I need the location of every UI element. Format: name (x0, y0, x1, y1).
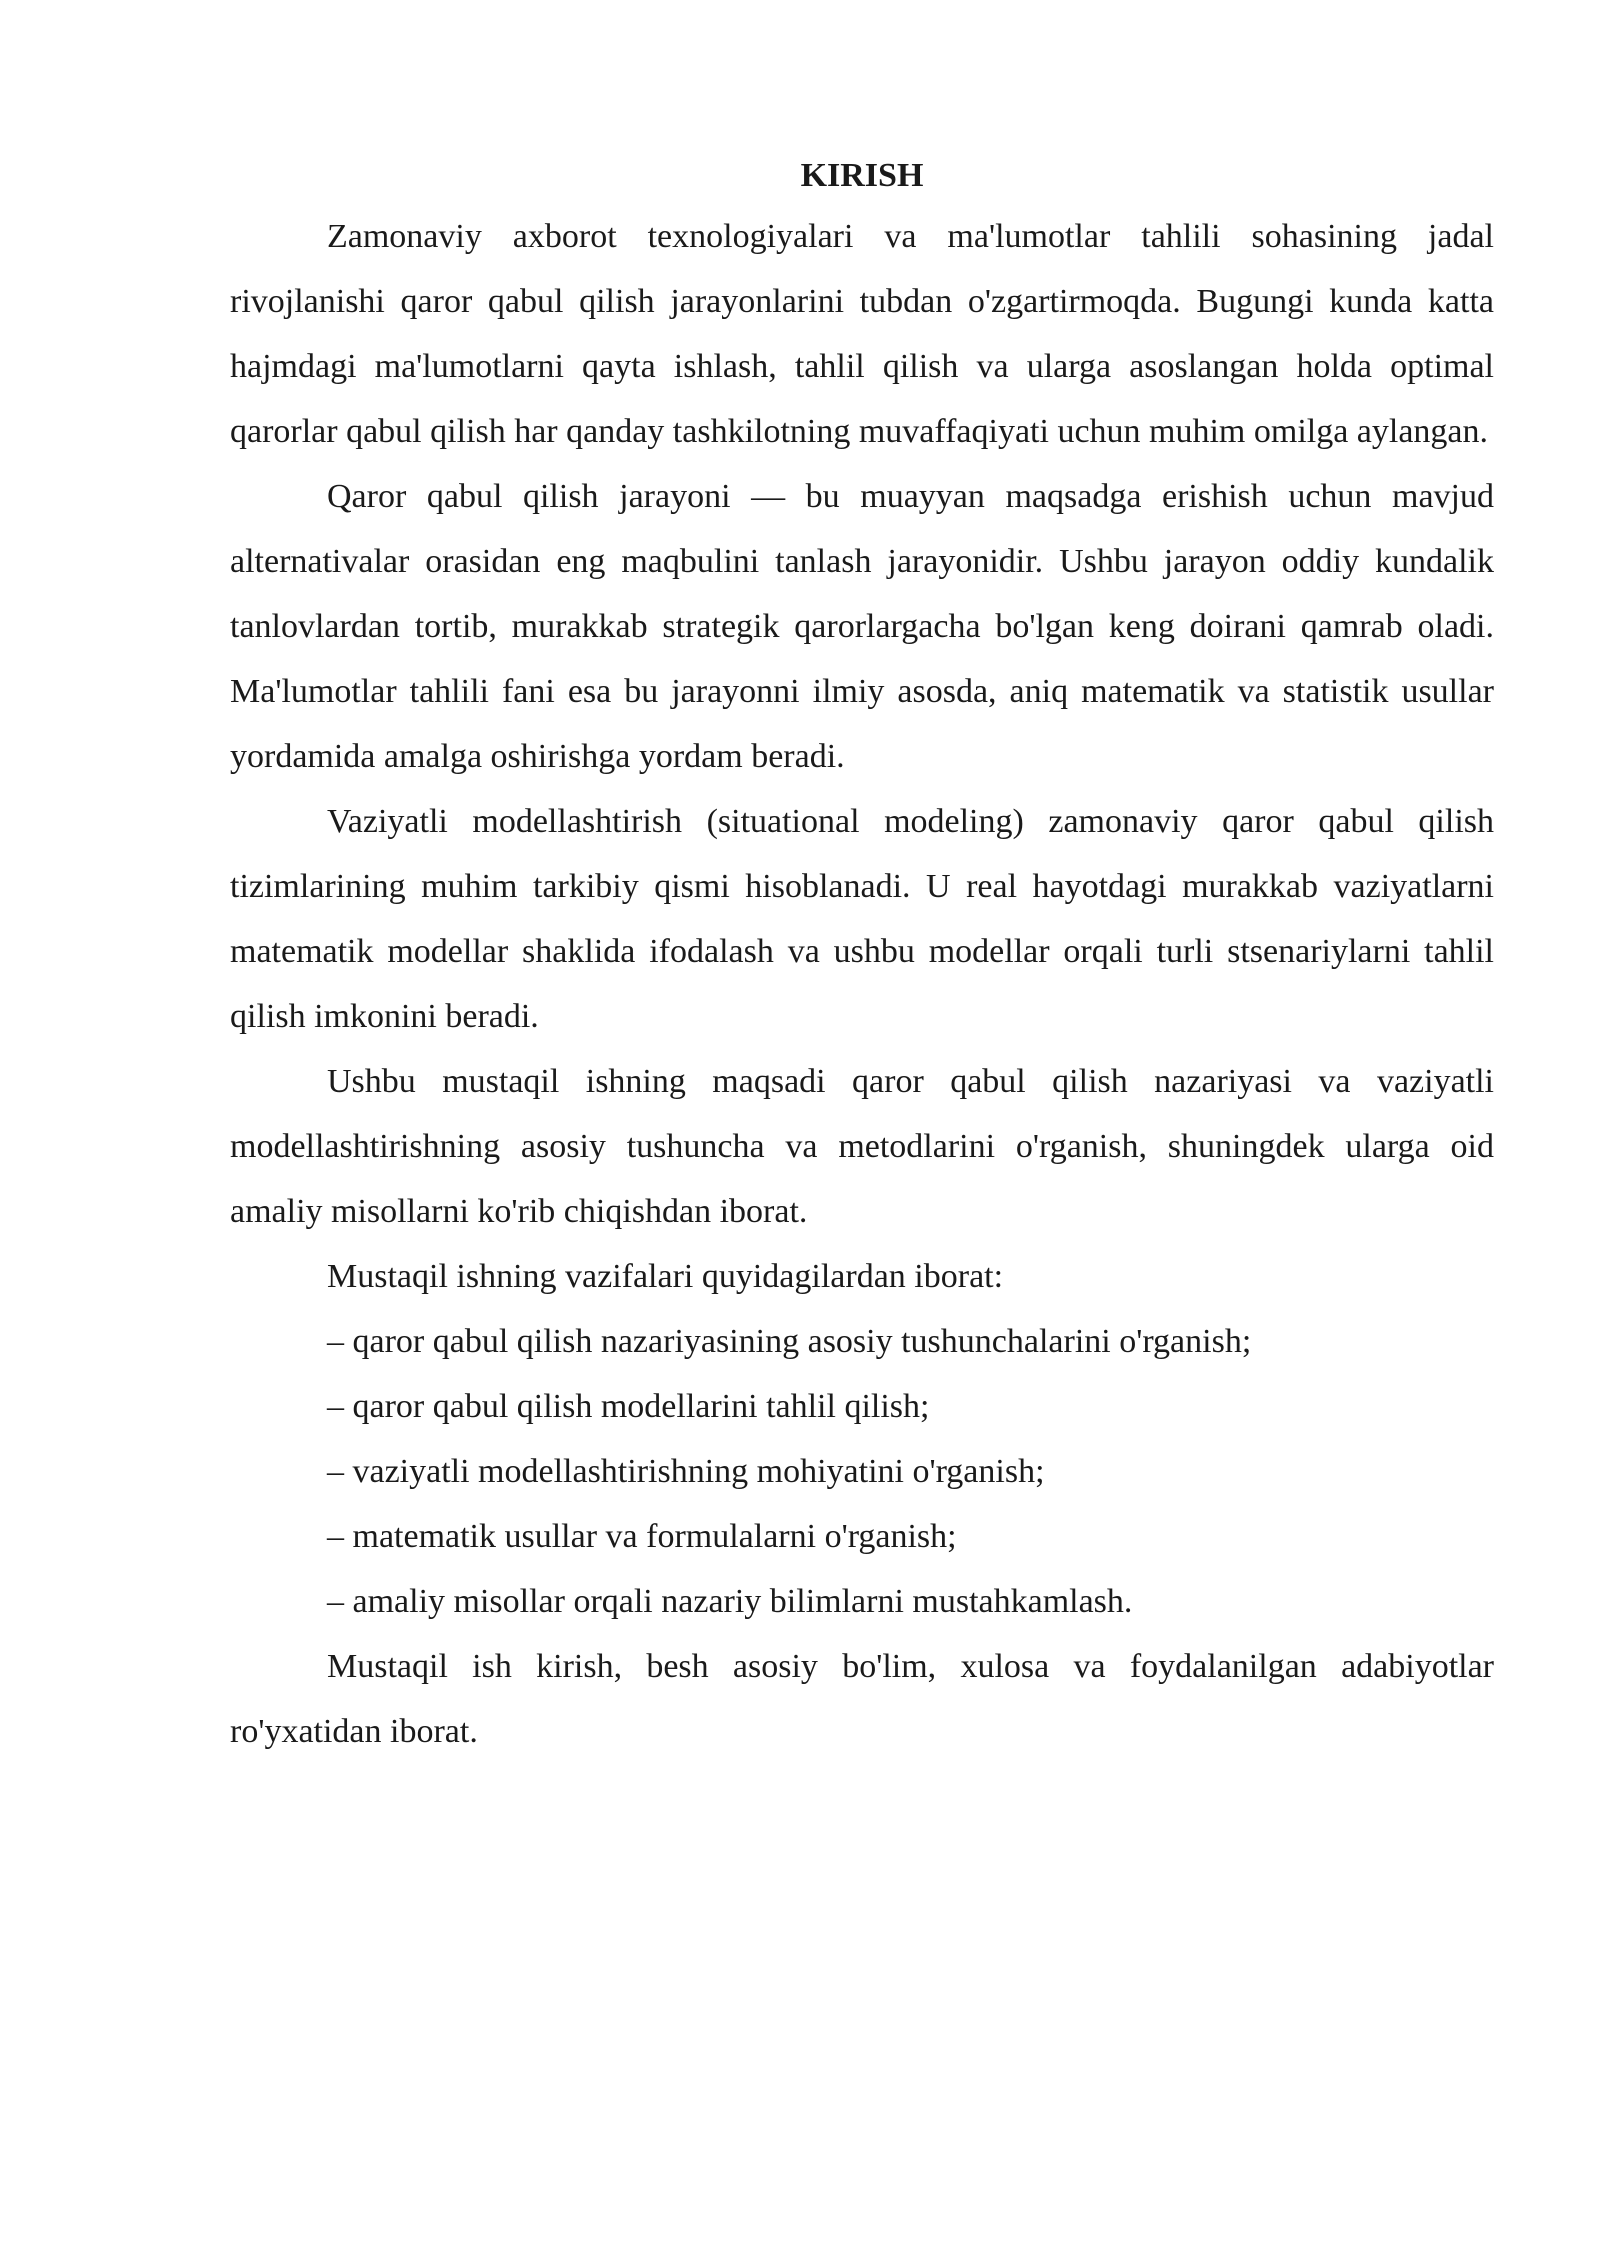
paragraph: Zamonaviy axborot texnologiyalari va ma'lumotlar tahlili sohasining jadal rivojlanishi qaror qabul qilish jarayonlarini tubdan o'zgartirmoqda. Bugungi kunda katta hajmdagi ma'lumotlarni qayta ishlash, tahlil qilish va ularga asoslangan holda optimal qarorlar qabul qilish har qanday tashkilotning muvaffaqiyati uchun muhim omilga aylangan. (230, 218, 1494, 450)
list-item: – amaliy misollar orqali nazariy bilimlarni mustahkamlash. (327, 1583, 1133, 1620)
paragraph: Ushbu mustaqil ishning maqsadi qaror qabul qilish nazariyasi va vaziyatli modellashtirishning asosiy tushuncha va metodlarini o'rganish, shuningdek ularga oid amaliy misollarni ko'rib chiqishdan iborat. (230, 1063, 1494, 1230)
closing-paragraph: Mustaqil ish kirish, besh asosiy bo'lim, xulosa va foydalanilgan adabiyotlar ro'yxatidan iborat. (230, 1648, 1494, 1750)
tasks-intro: Mustaqil ishning vazifalari quyidagilardan iborat: (327, 1258, 1004, 1295)
paragraph: Vaziyatli modellashtirish (situational modeling) zamonaviy qaror qabul qilish tizimlarining muhim tarkibiy qismi hisoblanadi. U real hayotdagi murakkab vaziyatlarni matematik modellar shaklida ifodalash va ushbu modellar orqali turli stsenariylarni tahlil qilish imkonini beradi. (230, 803, 1494, 1035)
document-body (230, 148, 1494, 1764)
list-item: – matematik usullar va formulalarni o'rganish; (327, 1518, 957, 1555)
tasks-list (230, 1309, 1494, 1634)
paragraph: Qaror qabul qilish jarayoni — bu muayyan maqsadga erishish uchun mavjud alternativalar orasidan eng maqbulini tanlash jarayonidir. Ushbu jarayon oddiy kundalik tanlovlardan tortib, murakkab strategik qarorlargacha bo'lgan keng doirani qamrab oladi. Ma'lumotlar tahlili fani esa bu jarayonni ilmiy asosda, aniq matematik va statistik usullar yordamida amalga oshirishga yordam beradi. (230, 478, 1494, 775)
list-item: – qaror qabul qilish modellarini tahlil qilish; (327, 1388, 930, 1425)
page-title: KIRISH (800, 157, 924, 194)
list-item: – qaror qabul qilish nazariyasining asosiy tushunchalarini o'rganish; (327, 1323, 1252, 1360)
list-item: – vaziyatli modellashtirishning mohiyatini o'rganish; (327, 1453, 1045, 1490)
